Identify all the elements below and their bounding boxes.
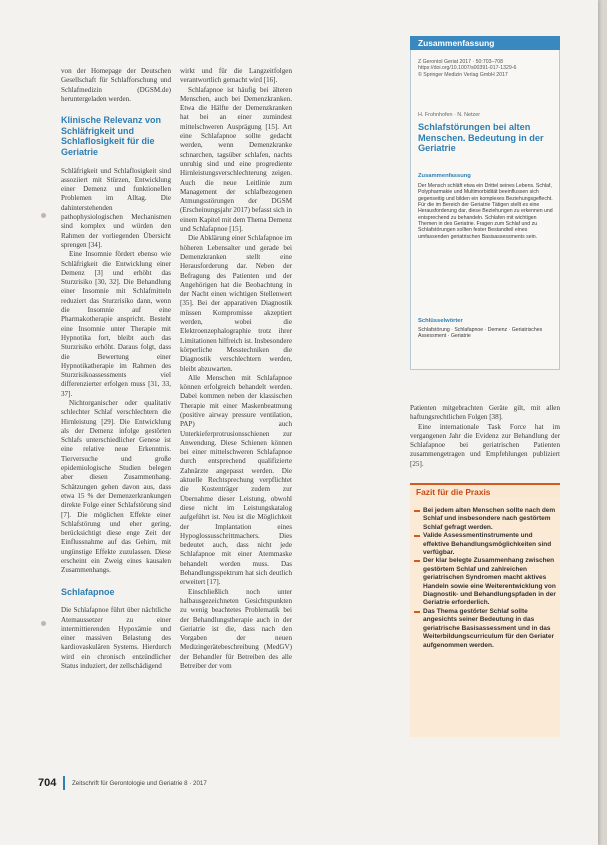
- binder-hole-icon: [40, 212, 47, 219]
- page-number: 704: [38, 777, 57, 789]
- summary-authors: H. Frohnhofen · N. Netzer: [418, 112, 481, 118]
- text-column-left: [61, 67, 171, 671]
- fazit-item: Der klar belegte Zusammenhang zwischen gestörtem Schlaf und zahlreichen geriatrischen Syndromen macht aktives Handeln sowie eine Weiterentwicklung von Diagnostik- und Behandlungspfaden in der Geriatrie erforderlich.: [413, 557, 557, 607]
- section-heading: Schlafapnoe: [61, 586, 115, 597]
- paragraph: Schläfrigkeit und Schlaflosigkeit sind assoziiert mit Stürzen, Entwicklung einer Demenz und funktionellen Problemen im Alltag. Die dahinterstehenden pathophysiologischen Mechanismen sind komplex und würden den Rahmen der vorliegenden Übersicht sprengen [34].: [61, 166, 171, 249]
- paragraph: Eine Insomnie fördert ebenso wie Schläfrigkeit die Entwicklung einer Demenz [3] und erhöht das Sturzrisiko [30, 32]. Die Behandlung einer Insomnie mit Schlafmitteln reduziert das Sturzrisiko dann, wenn die Insomnie auf eine Pharmakotherapie anspricht. Besteht eine Insomnie unter Therapie mit Hypnotika fort, bleibt auch das Sturzrisiko erhöht. Daraus folgt, dass die Bewertung einer Hypnotikatherapie im Rahmen des Sturzrisikoassessments viel differenzierter erfolgen muss [31, 33, 37].: [61, 250, 171, 398]
- fazit-list: [413, 507, 557, 650]
- paragraph: Einschließlich noch unter halbausgezeichneten Gesichtspunkten zu wenig beachtetes Problematik bei der Behandlungstherapie auch in der Geriatrie ist die, dass nach den Vorgaben der neuen Medizingerätebeschreibung (MedGV) der Behandler für Betreiben des alle Betreiber der vom: [180, 587, 292, 670]
- copyright-line: © Springer Medizin Verlag GmbH 2017: [418, 71, 508, 78]
- paragraph: Die Schlafapnoe führt über nächtliche Atemaussetzer zu einer intermittierenden Hypoxämie und einer massiven Belastung des kardiovaskulären Systems. Hierdurch wird ein chronisch entzündlicher Status induziert, der zellschädigend: [61, 606, 171, 670]
- fazit-header: Fazit für die Praxis: [410, 483, 560, 497]
- summary-text: Der Mensch schläft etwa ein Drittel seines Lebens. Schlaf, Polypharmakie und Multimorbidität beeinflussen sich gegenseitig und bilden ein komplexes Beziehungsgeflecht. Für die im Bereich der Geriatrie Tätigen stellt es eine Herausforderung dar, diese Beziehungen zu erkennen und entsprechend zu behandeln. Schlafen mit wichtigen Themen in des Geriatrie. Fragen zum Schlaf und zu Schlafstörungen sollten fester Bestandteil eines umfassenden geriatrischen Basisassessments sein.: [418, 183, 553, 240]
- footer-divider: [63, 776, 65, 790]
- text-column-middle: [180, 67, 292, 671]
- keywords-text: Schlafstörung · Schlafapnoe · Demenz · Geriatrisches Assessment · Geriatrie: [418, 327, 543, 340]
- journal-footer: Zeitschrift für Gerontologie und Geriatrie 8 · 2017: [72, 780, 207, 787]
- paragraph: Eine internationale Task Force hat im vergangenen Jahr die Evidenz zur Behandlung der Schlafapnoe bei geriatrischen Patienten zusammengetragen und Empfehlungen publiziert [25].: [410, 422, 560, 468]
- summary-header: Zusammenfassung: [410, 36, 560, 50]
- summary-section-label: Zusammenfassung: [418, 173, 471, 179]
- text-column-right: [410, 404, 560, 469]
- binder-hole-icon: [40, 620, 47, 627]
- summary-title: Schlafstörungen bei alten Menschen. Bedeutung in der Geriatrie: [418, 122, 544, 154]
- paragraph: von der Homepage der Deutschen Gesellschaft für Schlafforschung und Schlafmedizin (DGSM.de) heruntergeladen werden.: [61, 67, 171, 103]
- paragraph: Nichtorganischer oder qualitativ schlechter Schlaf verschlechtern die Hirnleistung [29]. Die Entwicklung als der Demenz infolge gestörten Schlafs unterschiedlicher Genese ist eine relative neue Erkenntnis. Tierversuche und große epidemiologische Studien belegen aber diesen Zusammenhang. Schätzungen gehen davon aus, dass etwa 15 % der Demenzerkrankungen direkte Folge einer Schlafstörung sind [7]. Die möglichen Effekte einer Schlafstörung und eher gering, berücksichtigt diese enge Zeit der Einflussnahme auf das Gehirn, mit ungünstige Effekte zuzulassen. Diese erscheint ein Zweig eines kausalen Zusammenhangs.: [61, 398, 171, 575]
- paragraph: wirkt und für die Langzeitfolgen verantwortlich gemacht wird [16].: [180, 67, 292, 85]
- paragraph: Patienten mitgebrachten Geräte gilt, mit allen haftungsrechtlichen Folgen [38].: [410, 404, 560, 422]
- fazit-item: Valide Assessmentinstrumente und effektive Behandlungsmöglichkeiten sind verfügbar.: [413, 532, 557, 557]
- paragraph: Alle Menschen mit Schlafapnoe können erfolgreich behandelt werden. Dabei kommen neben der klassischen Therapie mit einer Maskenbeatmung (positive airway pressure ventilation, PAP) auch Unterkieferprotrusionsschienen zur Anwendung. Diese Schienen können bei einer mittelschweren Schlafapnoe durch entsprechend qualifizierte Zahnärzte angepasst werden. Die aktuelle Rechtsprechung verpflichtet die Kostenträger zudem zur Übernahme dieser Leistung, obwohl diese nicht im Leistungskatalog aufgeführt ist. Neu ist die Möglichkeit der Implantation eines Hypoglossusschrittmachers. Dies bedeutet auch, dass nicht jede Schlafapnoe mit einer Atemmaske behandelt werden muss. Das Behandlungsspektrum hat sich deutlich erweitert [17].: [180, 373, 292, 587]
- citation-line: Z Gerontol Geriat 2017 · 50:703–708: [418, 59, 504, 65]
- paragraph: Die Abklärung einer Schlafapnoe im höheren Lebensalter und gerade bei Demenzkranken stellt eine Herausforderung dar. Neben der Befragung des Patienten und der Angehörigen hat die Beobachtung in der Nacht einen wichtigen Stellenwert [35]. Bei der apparativen Diagnostik müssen Kompromisse akzeptiert werden, wobei die Elektroenzephalographie trotz ihrer Limitationen hilfreich ist. Insbesondere körperliche Messtechniken die Diagnostik verschlechtern werden, bleibt abzuwarten.: [180, 234, 293, 373]
- doi-link[interactable]: https://doi.org/10.1007/s00391-017-1329-6: [418, 65, 517, 72]
- fazit-item: Bei jedem alten Menschen sollte nach dem Schlaf und insbesondere nach gestörtem Schlaf gefragt werden.: [413, 507, 557, 532]
- fazit-item: Das Thema gestörter Schlaf sollte angesichts seiner Bedeutung in das geriatrische Basisassessment und in das Weiterbildungscurriculum für den Geriater aufgenommen werden.: [413, 608, 557, 650]
- citation-meta: [418, 59, 558, 78]
- paragraph: Schlafapnoe ist häufig bei älteren Menschen, auch bei Demenzkranken. Etwa die Hälfte der Demenzkranken hat bei an einer zumindest mittelschweren Ausprägung [15]. Art eine Schlafapnoe sollte gedacht werden, wenn Demenzkranke schnarchen, tagsüber schlafen, nachts unruhig sind und eine progrediente Hirnleistungsverschlechterung zeigen. Auch die neue Leitlinie zum Management der schlafbezogenen Atmungsstörungen der DGSM (Erscheinungsjahr 2017) befasst sich in einem Kapitel mit dem Thema Demenz und Schlafapnoe [15].: [180, 85, 292, 234]
- section-heading: Klinische Relevanz von Schläfrigkeit und Schlaflosigkeit für die Geriatrie: [61, 115, 162, 157]
- keywords-label: Schlüsselwörter: [418, 318, 463, 324]
